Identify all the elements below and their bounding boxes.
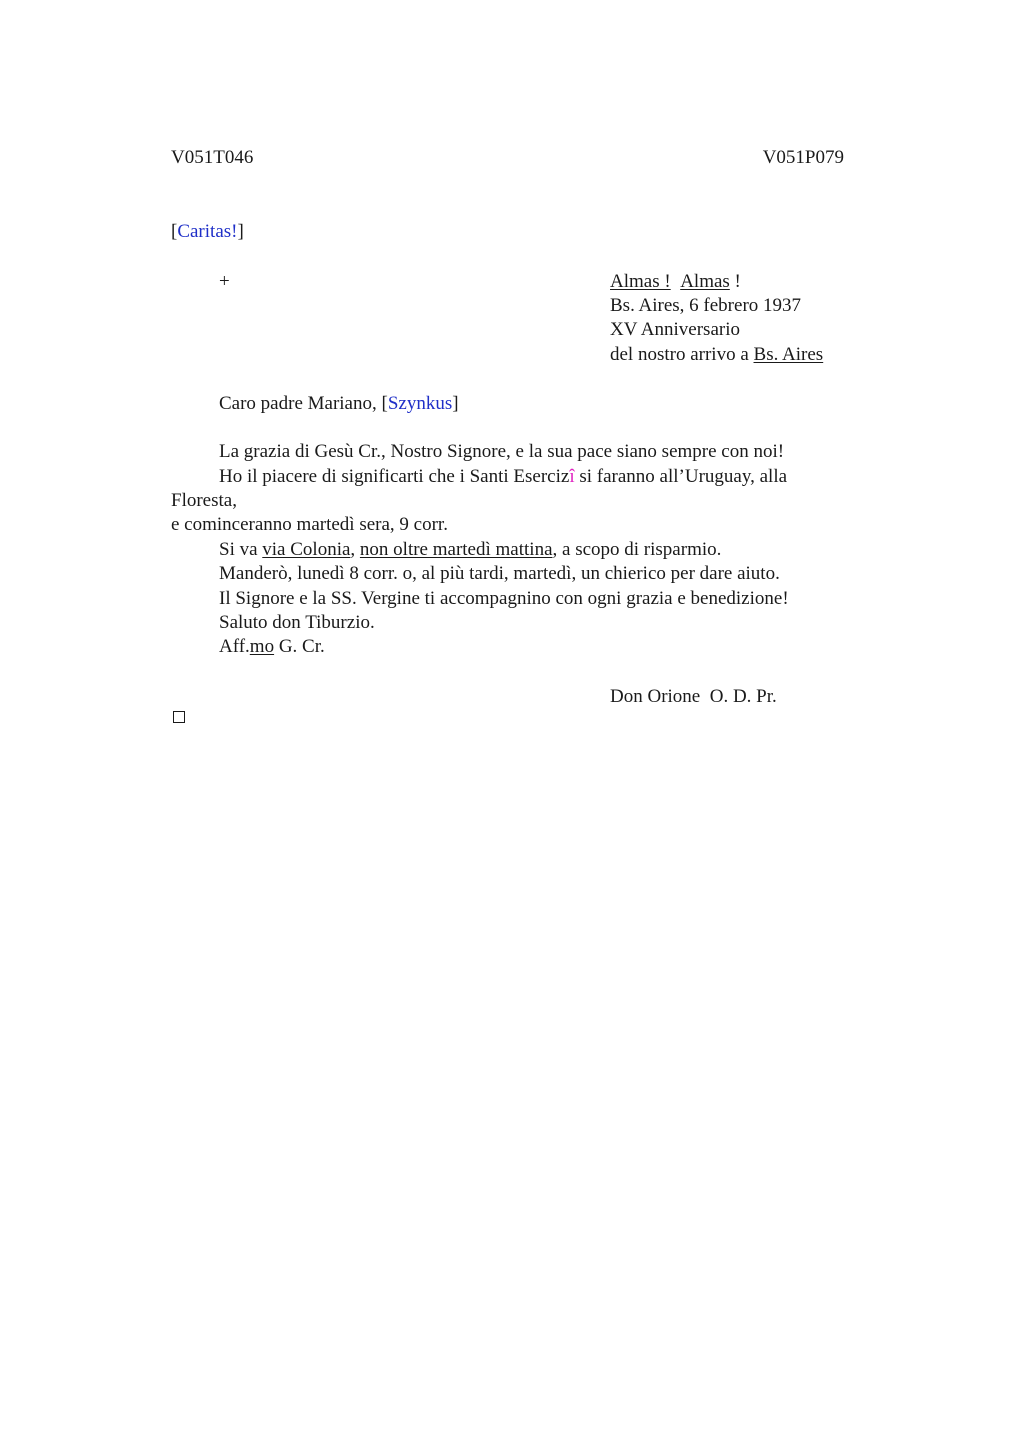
bracket-close: ] [237, 221, 244, 242]
body-line-5 [219, 538, 721, 562]
almas-word-2: Almas [680, 271, 730, 292]
aff-mo: mo [249, 636, 275, 657]
non-oltre-martedi: non oltre martedì mattina [359, 539, 553, 560]
document-code-left: V051T046 [171, 147, 254, 168]
body-line-2-a: Ho il piacere di significarti che i Santi Eserciz [219, 466, 570, 487]
body-line-2-start [219, 466, 575, 487]
almas-word-1: Almas ! [610, 271, 671, 292]
cross-mark: + [219, 271, 230, 292]
caritas-heading [171, 220, 244, 244]
caritas-text: Caritas! [177, 221, 238, 242]
place-date: Bs. Aires, 6 febrero 1937 [610, 295, 802, 316]
salutation-text: Caro padre Mariano, [219, 393, 382, 414]
body-line-2 [219, 465, 787, 489]
square-marker [173, 711, 185, 723]
arrival-line [610, 343, 823, 367]
body-line-4: e cominceranno martedì sera, 9 corr. [171, 514, 448, 535]
signature: Don Orione O. D. Pr. [610, 686, 777, 707]
body-line-3: Floresta, [171, 490, 237, 511]
almas-line [610, 270, 741, 294]
body-line-7: Il Signore e la SS. Vergine ti accompagnino con ogni grazia e benedizione! [219, 588, 789, 609]
body-line-6: Manderò, lunedì 8 corr. o, al più tardi, martedì, un chierico per dare aiuto. [219, 563, 780, 584]
arrival-place: Bs. Aires [753, 344, 824, 365]
body-line-9 [219, 635, 325, 659]
body-line-1: La grazia di Gesù Cr., Nostro Signore, e la sua pace siano sempre con noi! [219, 441, 785, 462]
anniversary-line: XV Anniversario [610, 319, 740, 340]
almas-exclamation: ! [729, 271, 741, 292]
bracket-close: ] [452, 393, 459, 414]
body-line-5-c: , [350, 539, 360, 560]
bracket-open: [ [171, 221, 178, 242]
document-code-right: V051P079 [762, 147, 844, 168]
aff-suffix: G. Cr. [274, 636, 325, 657]
body-line-8: Saluto don Tiburzio. [219, 612, 375, 633]
via-colonia: via Colonia [262, 539, 351, 560]
body-line-5-e: , a scopo di risparmio. [552, 539, 722, 560]
bracket-open: [ [381, 393, 388, 414]
aff-prefix: Aff. [219, 636, 250, 657]
body-line-5-a: Si va [219, 539, 263, 560]
body-line-2-end: si faranno all’Uruguay, alla [574, 466, 788, 487]
arrival-prefix: del nostro arrivo a [610, 344, 754, 365]
variant-character: î [569, 466, 575, 487]
salutation [219, 392, 459, 416]
recipient-surname: Szynkus [387, 393, 453, 414]
